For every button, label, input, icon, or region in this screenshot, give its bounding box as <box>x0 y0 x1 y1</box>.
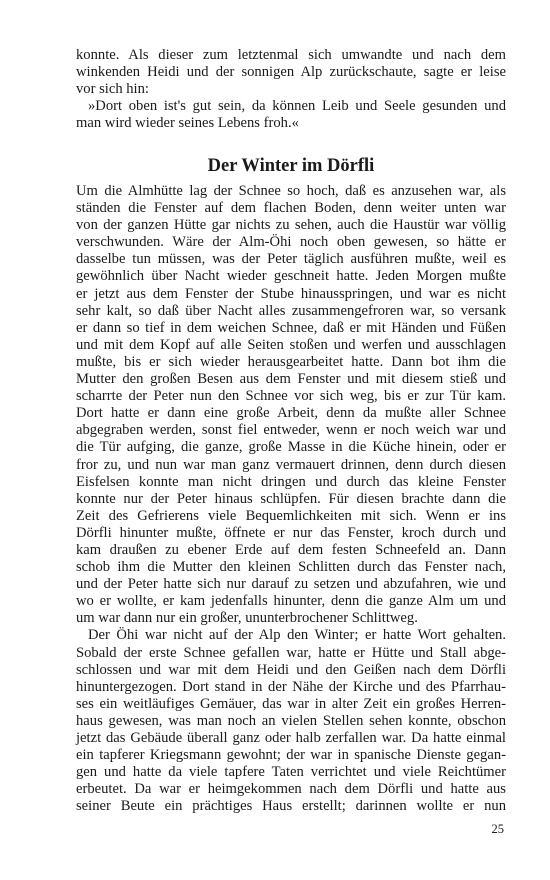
text-line: und der Peter hatte sich nur darauf zu setzen und abzufahren, wie und <box>76 576 506 593</box>
text-line: hinuntergezogen. Dort stand in der Nähe der Kirche und des Pfarrhau- <box>76 678 506 695</box>
text-line: Sobald der erste Schnee gefallen war, hatte er Hütte und Stall abge- <box>76 644 506 661</box>
page-number: 25 <box>491 822 504 836</box>
text-line: kam draußen zu ebener Erde auf dem festen Schneefeld an. Dann <box>76 541 506 558</box>
text-line: haus gewesen, was man noch an vielen Stellen sehen konnte, obschon <box>76 712 506 729</box>
chapter-body <box>76 183 506 815</box>
chapter-heading: Der Winter im Dörfli <box>207 156 375 176</box>
text-line: Der Öhi war nicht auf der Alp den Winter; er hatte Wort gehalten. <box>88 627 506 644</box>
text-line: ständen die Fenster auf dem flachen Boden, denn weiter unten war <box>76 200 506 217</box>
text-line: die Tür aufging, die ganze, große Masse in die Küche hinein, oder er <box>76 439 506 456</box>
text-line: gen und hatte da viele tapfere Taten verrichtet und viele Reichtümer <box>76 764 506 781</box>
text-line: Dort hatte er dann eine große Arbeit, denn da mußte aller Schnee <box>76 405 506 422</box>
text-line: dasselbe tun müssen, was der Peter täglich ausführen mußte, weil es <box>76 251 506 268</box>
text-line: vor sich hin: <box>76 81 149 98</box>
text-line: Dörfli hinunter mußte, öffnete er nur das Fenster, kroch durch und <box>76 524 506 541</box>
text-line: von der ganzen Hütte gar nichts zu sehen, auch die Haustür war völlig <box>76 217 506 234</box>
text-line: jetzt das Gebäude überall ganz oder halb zerfallen war. Da hatte einmal <box>76 730 506 746</box>
text-line: er dann so tief in dem weichen Schnee, daß er mit Händen und Füßen <box>76 319 506 336</box>
text-line: Zeit des Gefrierens viele Bequemlichkeiten mit sich. Wenn er ins <box>76 507 506 524</box>
text-line: ein tapferer Kriegsmann gewohnt; der war in spanische Dienste gegan- <box>76 747 506 764</box>
text-line: scharrte der Peter nun den Schnee vor sich weg, bis er zur Tür kam. <box>76 388 506 405</box>
text-line: er jetzt aus dem Fenster der Stube hinausspringen, und war es nicht <box>76 285 506 302</box>
text-line: schob ihm die Mutter den kleinen Schlitten durch das Fenster nach, <box>76 559 506 576</box>
text-line: »Dort oben ist's gut sein, da können Leib und Seele gesunden und <box>88 98 506 115</box>
text-line: mußte, bis er sich wieder herausgearbeitet hatte. Dann bot ihm die <box>76 353 506 370</box>
text-line: und mit dem Kopf auf alle Seiten stoßen und werfen und ausschlagen <box>76 336 506 353</box>
text-line: sehr kalt, so daß über Nacht alles zusammengefroren war, so versank <box>76 302 506 319</box>
text-line: abgegraben werden, sonst fiel entweder, wenn er noch weich war und <box>76 422 506 439</box>
text-line: Mutter den großen Besen aus dem Fenster und mit diesem stieß und <box>76 371 506 388</box>
text-line: Um die Almhütte lag der Schnee so hoch, daß es anzusehen war, als <box>76 183 506 199</box>
text-line: konnte. Als dieser zum letztenmal sich umwandte und nach dem <box>76 47 506 63</box>
text-line: um war dann nur ein großer, ununterbrochener Schlittweg. <box>76 610 418 627</box>
text-line: konnte nur der Peter hinaus schlüpfen. Für diesen brachte dann die <box>76 490 506 507</box>
preceding-paragraphs <box>76 47 506 132</box>
text-line: seiner Beute ein prächtiges Haus erstellt; darinnen wollte er nun <box>76 798 506 815</box>
text-line: fror zu, und nun war man ganz vermauert drinnen, denn durch diesen <box>76 456 506 473</box>
text-line: ses ein weitläufiges Gemäuer, das war in alter Zeit ein großes Herren- <box>76 695 506 712</box>
text-line: winkenden Heidi und der sonnigen Alp zurückschaute, sagte er leise <box>76 64 506 81</box>
text-line: gewöhnlich über Nacht wieder geschneit hatte. Jeden Morgen mußte <box>76 268 506 285</box>
text-line: wo er wollte, er kam jedenfalls hinunter, denn die ganze Alm um und <box>76 593 506 610</box>
text-line: verschwunden. Wäre der Alm-Öhi noch oben gewesen, so hätte er <box>76 234 506 251</box>
text-line: Eisfelsen konnte man nicht dringen und durch das kleine Fenster <box>76 473 506 490</box>
text-line: schlossen und war mit dem Heidi und den Geißen nach dem Dörfli <box>76 661 506 678</box>
text-line: man wird wieder seines Lebens froh.« <box>76 115 299 132</box>
text-line: erbeutet. Da war er heimgekommen nach dem Dörfli und hatte aus <box>76 781 506 798</box>
